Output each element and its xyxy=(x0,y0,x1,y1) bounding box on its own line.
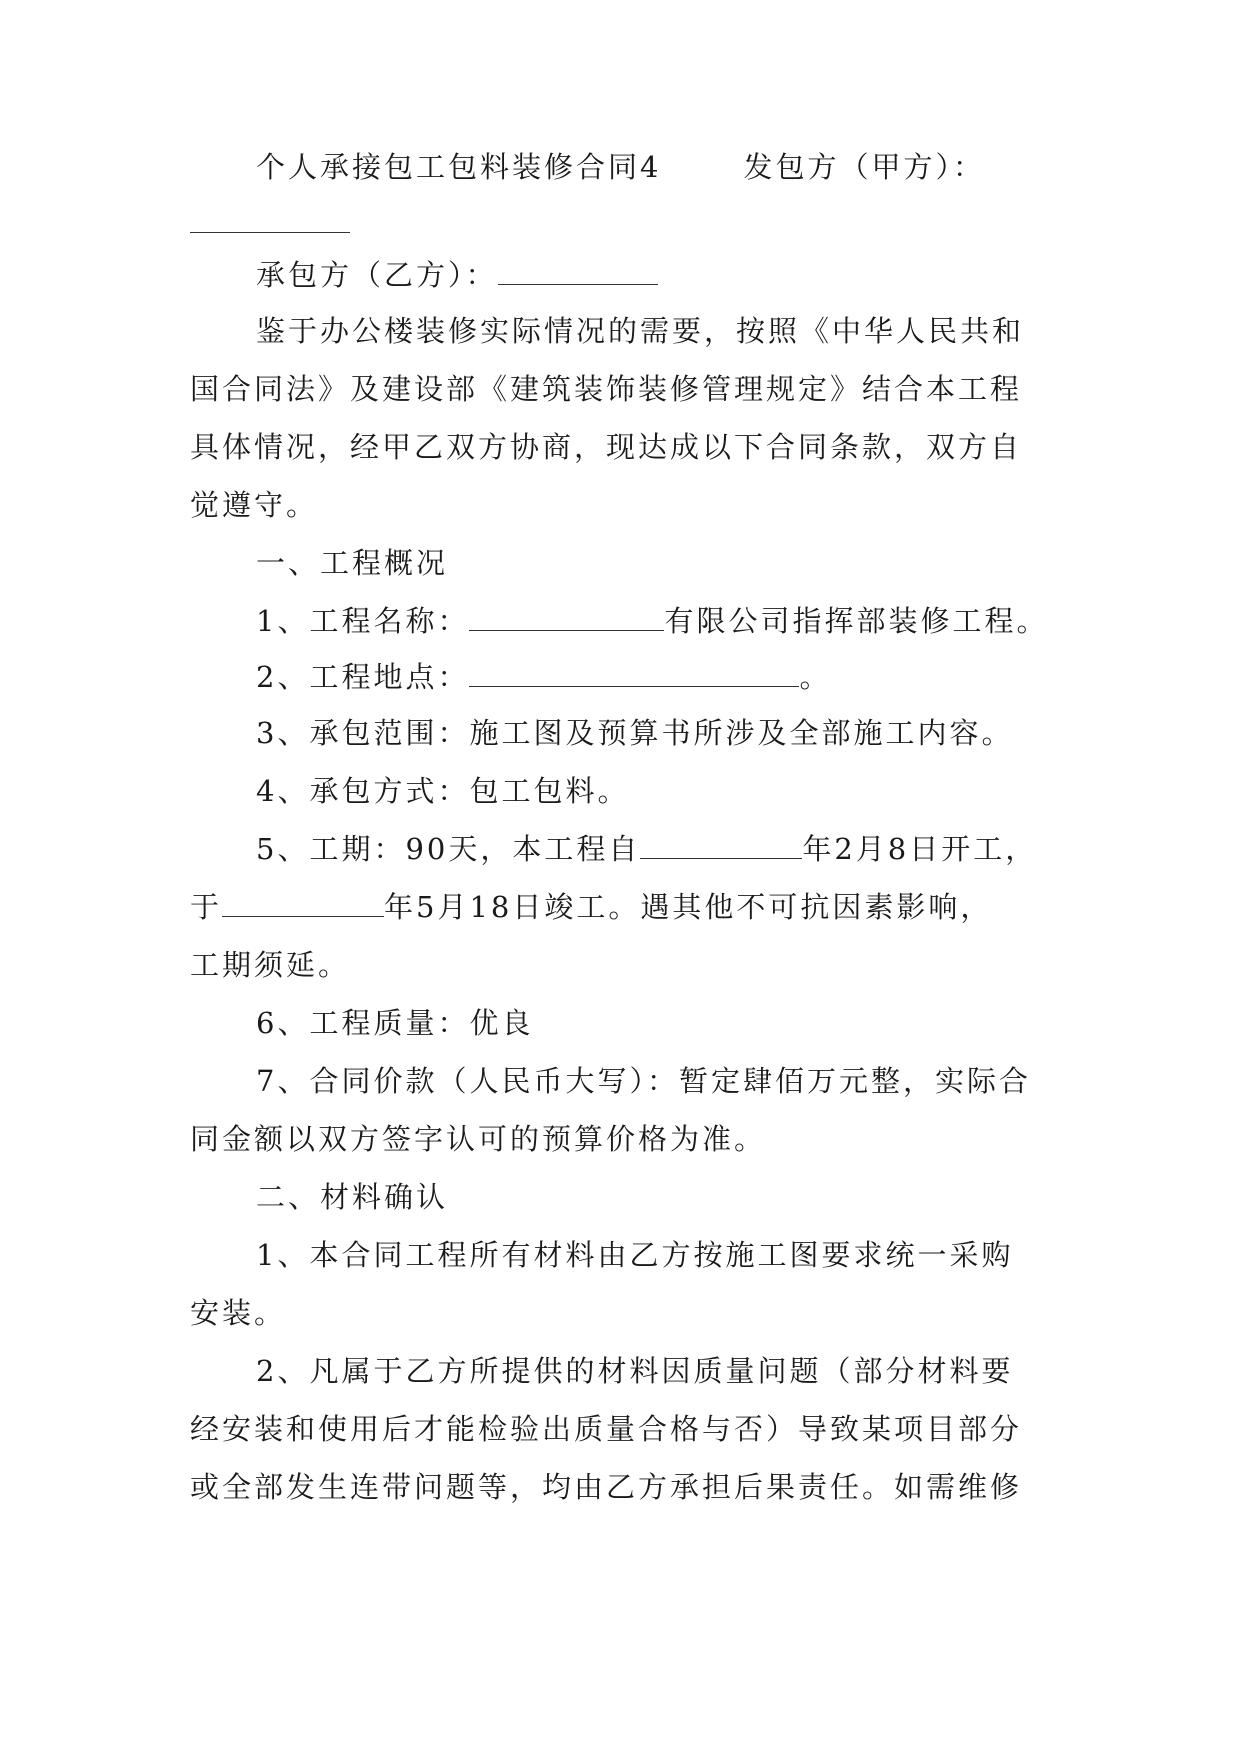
item-5-end: 年5月18日竣工。遇其他不可抗因素影响， xyxy=(384,890,993,924)
item-7-line-2: 同金额以双方签字认可的预算价格为准。 xyxy=(190,1122,767,1156)
item-1-line xyxy=(190,604,1136,638)
section-2-heading: 二、材料确认 xyxy=(256,1180,449,1214)
project-location-blank xyxy=(469,662,799,687)
item-2-prefix: 2、工程地点： xyxy=(256,660,470,694)
item-2-suffix: 。 xyxy=(799,660,832,694)
material-2-line-2: 经安装和使用后才能检验出质量合格与否）导致某项目部分 xyxy=(190,1412,1023,1446)
item-2-line xyxy=(190,660,1136,694)
item-5-line-1 xyxy=(190,832,1136,866)
item-5-line-2-prefix: 于 xyxy=(190,890,223,924)
item-3-line: 3、承包范围：施工图及预算书所涉及全部施工内容。 xyxy=(256,716,1014,750)
party-b-label: 承包方（乙方）： xyxy=(256,258,498,292)
item-5-line-2 xyxy=(190,890,1070,924)
party-b-blank xyxy=(498,260,658,285)
party-a-label: 发包方（甲方）： xyxy=(743,150,985,184)
party-b-line xyxy=(190,258,1136,292)
preamble-line-4: 觉遵守。 xyxy=(190,488,319,522)
section-1-heading: 一、工程概况 xyxy=(256,546,449,580)
party-a-blank-line xyxy=(190,206,1070,240)
material-1-line-1: 1、本合同工程所有材料由乙方按施工图要求统一采购 xyxy=(256,1238,1014,1272)
document-title: 个人承接包工包料装修合同4 xyxy=(256,150,662,184)
material-1-line-2: 安装。 xyxy=(190,1296,287,1330)
item-5-line-3: 工期须延。 xyxy=(190,948,351,982)
preamble-line-1: 鉴于办公楼装修实际情况的需要，按照《中华人民共和 xyxy=(256,314,1025,348)
project-name-blank xyxy=(469,606,664,631)
item-6-line: 6、工程质量：优良 xyxy=(256,1006,534,1040)
item-4-line: 4、承包方式：包工包料。 xyxy=(256,774,630,808)
party-a-blank xyxy=(190,208,350,233)
end-year-blank xyxy=(222,892,384,917)
preamble-line-2: 国合同法》及建设部《建筑装饰装修管理规定》结合本工程 xyxy=(190,372,1023,406)
item-7-line-1: 7、合同价款（人民币大写）：暂定肆佰万元整，实际合 xyxy=(256,1064,1031,1098)
item-5-prefix: 5、工期：90天，本工程自 xyxy=(256,832,641,866)
preamble-line-3: 具体情况，经甲乙双方协商，现达成以下合同条款，双方自 xyxy=(190,430,1023,464)
material-2-line-1: 2、凡属于乙方所提供的材料因质量问题（部分材料要 xyxy=(256,1354,1014,1388)
item-1-prefix: 1、工程名称： xyxy=(256,604,470,638)
material-2-line-3: 或全部发生连带问题等，均由乙方承担后果责任。如需维修 xyxy=(190,1470,1023,1504)
item-5-start: 年2月8日开工， xyxy=(802,832,1038,866)
title-line xyxy=(190,150,1136,184)
item-1-suffix: 有限公司指挥部装修工程。 xyxy=(664,604,1049,638)
start-year-blank xyxy=(640,834,802,859)
